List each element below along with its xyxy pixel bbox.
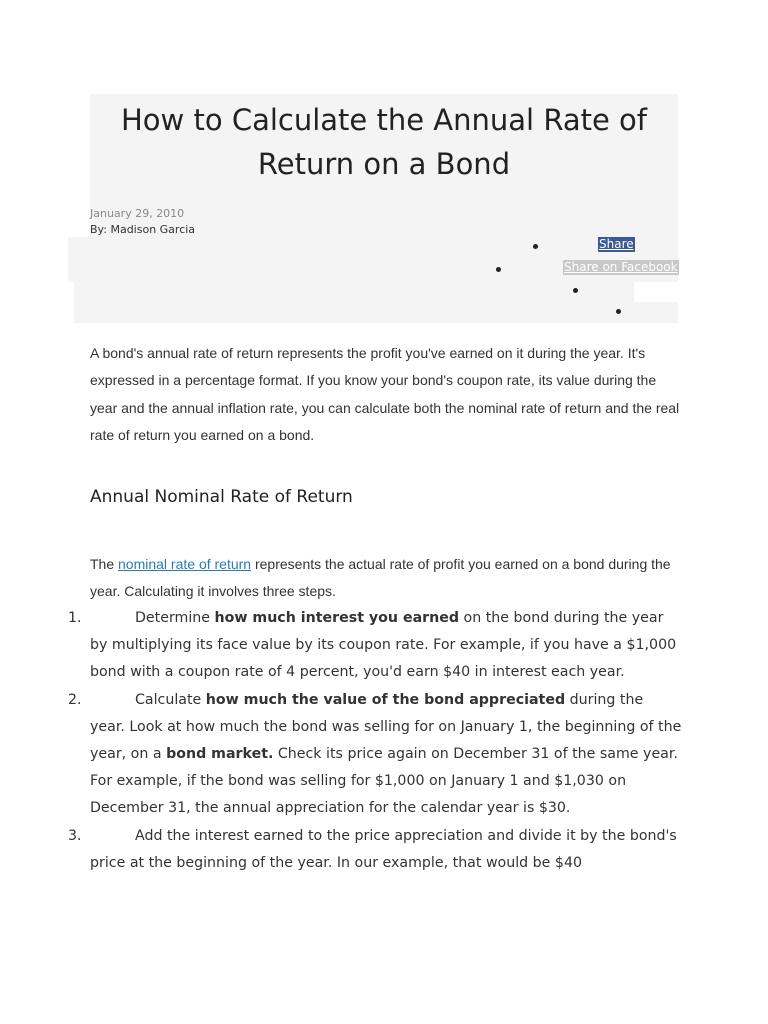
list-item: [68, 687, 682, 823]
list-item: [68, 605, 682, 687]
paragraph-text: The: [90, 556, 119, 572]
step-emphasis: how much interest you earned: [214, 610, 460, 626]
step-text: Calculate: [135, 691, 206, 708]
paragraph-text: represents the actual rate of profit you earned on a bond during the year. Calculating it involves three steps.: [90, 556, 671, 600]
step-number: 3.: [68, 827, 82, 844]
step-text: on the bond during the year by multiplying its face value by its coupon rate. For example, if you have a $1,000 bond with a coupon rate of 4 percent, you'd earn $40 in interest each year.: [90, 610, 677, 681]
author-byline: By: Madison Garcia: [90, 223, 196, 236]
step-number: 1.: [68, 610, 82, 626]
nominal-rate-of-return-link[interactable]: nominal rate of return: [118, 556, 252, 572]
list-item: [68, 823, 682, 877]
step-emphasis: bond market.: [166, 746, 274, 763]
nominal-rate-paragraph: [90, 551, 680, 606]
share-list-bullet: [496, 267, 501, 272]
step-text: Determine: [135, 610, 215, 626]
section-heading: Annual Nominal Rate of Return: [90, 487, 353, 507]
page-title: How to Calculate the Annual Rate of Return on a Bond: [121, 103, 647, 181]
share-area-background-lower: [74, 282, 634, 323]
share-area-background-corner: [634, 302, 678, 323]
share-list-bullet: [616, 309, 621, 314]
share-button[interactable]: Share: [599, 237, 634, 251]
publish-date: January 29, 2010: [90, 207, 185, 220]
step-text: Add the interest earned to the price appreciation and divide it by the bond's price at the beginning of the year. In our example, that would be $40: [90, 827, 677, 871]
step-text: Check its price again on December 31 of the same year. For example, if the bond was selling for $1,000 on January 1 and $1,030 on December 31, the annual appreciation for the calendar year is $30.: [90, 746, 678, 817]
step-number: 2.: [68, 691, 82, 708]
intro-paragraph: A bond's annual rate of return represents the profit you've earned on it during the year. It's expressed in a percentage format. If you know your bond's coupon rate, its value during the year and the annual inflation rate, you can calculate both the nominal rate of return and the real rate of return you earned on a bond.: [90, 345, 680, 443]
steps-list: [68, 605, 682, 877]
share-list-bullet: [573, 288, 578, 293]
step-text: during the year. Look at how much the bond was selling for on January 1, the beginning of the year, on a: [90, 691, 682, 763]
step-emphasis: how much the value of the bond appreciated: [205, 691, 566, 708]
share-on-facebook-button[interactable]: Share on Facebook: [564, 260, 678, 274]
share-list-bullet: [533, 244, 538, 249]
